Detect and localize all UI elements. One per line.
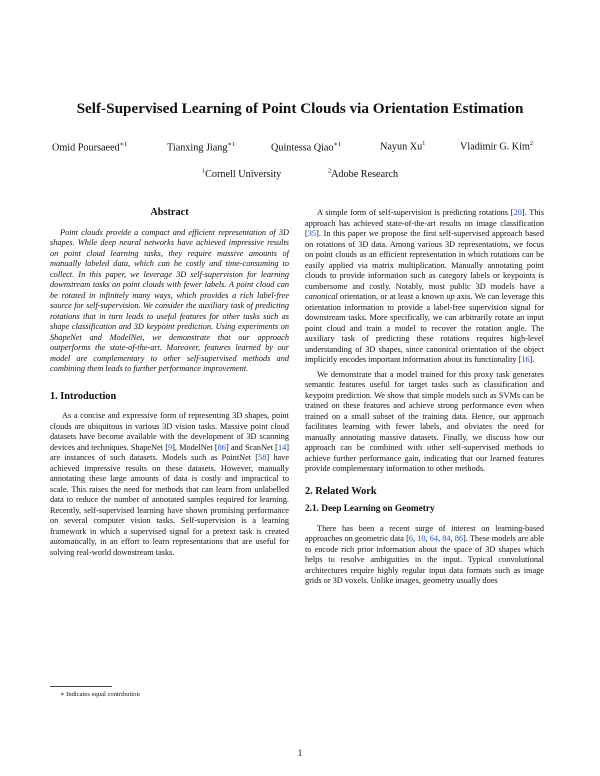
emphasis-text: up [446, 292, 455, 301]
affiliation-adobe [328, 169, 398, 180]
author-list [0, 140, 600, 154]
paper-title: Self-Supervised Learning of Point Clouds via Orientation Estimation [76, 100, 524, 117]
citation-link[interactable]: 14 [277, 442, 287, 452]
author-quintessa-qiao [271, 140, 341, 153]
text-run: ]. This approach has achieved state-of-the-art results on image classification [ [305, 208, 544, 238]
text-run: , [413, 534, 418, 543]
affiliation-mark: 1 [201, 168, 206, 175]
author-tianxing-jiang [167, 140, 235, 153]
citation-link[interactable]: 64 [429, 534, 439, 543]
citation-link[interactable]: 6 [408, 534, 414, 543]
author-nayun-xu [380, 140, 425, 152]
intro-paragraph [50, 411, 289, 558]
affiliation-list [0, 168, 600, 180]
citation-link[interactable]: 86 [454, 534, 464, 543]
author-mark: ∗1 [333, 141, 342, 148]
abstract-text: Point clouds provide a compact and efficient representation of 3D shapes. While deep neural networks have achieved impressive results on point cloud learning tasks, they require massive amounts of manually labeled data, which can be costly and time-consuming to collect. In this paper, we leverage 3D self-supervision for learning downstream tasks on point clouds with fewer labels. A point cloud can be rotated in infinitely many ways, which provides a rich label-free source for self-supervision. We consider the auxiliary task of predicting rotations that in turn leads to useful features for other tasks such as shape classification and 3D keypoint prediction. Using experiments on ShapeNet and ModelNet, we demonstrate that our approach outperforms the state-of-the-art. Moreover, features learned by our model are complementary to other self-supervised methods and combining them leads to further performance improvement. [50, 227, 289, 373]
proxy-task-paragraph: We demonstrate that a model trained for this proxy task generates semantic features useful for target tasks such as classification and keypoint prediction. We show that simple models such as SVMs can be trained on these features and achieve strong performance even when trained on a small subset of the training data. Hence, our approach facilitates learning with fewer labels, and obviates the need for manually annotating massive datasets. Finally, we discuss how our approach can be combined with other self-supervised methods to achieve further performance gain, indicating that our learned features provide complementary information to other methods. [305, 369, 544, 473]
related-work-paragraph [305, 524, 544, 587]
citation-link[interactable]: 58 [258, 453, 267, 462]
affiliation-cornell [202, 169, 281, 180]
text-run: orientation, or at least a known [337, 292, 447, 301]
author-omid-poursaeed [52, 140, 127, 153]
text-run: ]. In this paper we propose the first self-supervised approach based on rotations of 3D data. Among various 3D representations, we focus on point clouds as an efficient representation in which rotations can be easily applied via matrix multiplication. Manually annotating point clouds to provide information such as category labels or keypoints is cumbersome and costly. Notably, most public 3D models have a [305, 229, 544, 291]
footnote-rule [50, 686, 112, 687]
text-run: ] are instances of such datasets. Models such as PointNet [ [50, 442, 290, 462]
citation-link[interactable]: 84 [442, 534, 451, 543]
section-related-work-heading: 2. Related Work [305, 485, 377, 497]
emphasis-text: canonical [305, 292, 338, 301]
author-mark: 2 [529, 140, 534, 147]
author-name: Nayun Xu [380, 141, 423, 153]
author-mark: ∗1 [119, 141, 128, 148]
author-name: Omid Poursaeed [52, 142, 120, 154]
right-column [305, 208, 544, 587]
text-run: ] and ScanNet [ [225, 442, 278, 452]
text-run: , [425, 534, 430, 543]
citation-link[interactable]: 10 [417, 534, 426, 543]
citation-link[interactable]: 86 [217, 442, 226, 452]
text-run: , [438, 534, 443, 543]
rotation-paragraph [305, 208, 544, 366]
text-run: There has been a recent surge of interest on learning-based approaches on geometric data [ [305, 523, 544, 543]
author-mark: 1 [422, 140, 426, 147]
affiliation-mark: 2 [327, 168, 332, 175]
author-name: Vladimir G. Kim [460, 141, 530, 153]
abstract-heading: Abstract [150, 207, 189, 218]
left-column [50, 208, 289, 558]
citation-link[interactable]: 35 [307, 229, 317, 238]
author-mark: ∗1 [227, 141, 236, 148]
subsection-deep-learning-geometry-heading: 2.1. Deep Learning on Geometry [305, 504, 435, 514]
affiliation-name: Cornell University [205, 169, 282, 181]
citation-link[interactable]: 9 [167, 442, 173, 452]
citation-link[interactable]: 20 [513, 208, 522, 217]
section-introduction-heading: 1. Introduction [50, 390, 117, 402]
text-run: ], ModelNet [ [172, 442, 218, 452]
author-vladimir-kim [460, 140, 533, 152]
text-run: ] have achieved impressive results on these datasets. However, manually annotating these large amounts of data is costly and impractical to scale. This raises the need for methods that can learn from unlabelled data to reduce the number of annotated samples required for learning. Recently, self-supervised learning have shown promising performance on several computer vision tasks. Self-supervision is a learning framework in which a supervised signal for a pretext task is created automatically, in an effort to learn representations that are useful for solving real-world downstream tasks. [50, 453, 289, 557]
page-number: 1 [297, 748, 303, 758]
author-name: Quintessa Qiao [271, 142, 334, 154]
author-name: Tianxing Jiang [167, 142, 228, 154]
text-run: ]. These models are able to encode rich prior information about the space of 3D shapes which helps to resolve ambiguities in the input. Typical convolutional architectures require highly regular input data formats such as image grids or 3D voxels. Unlike images, geometry usually does [305, 534, 544, 585]
affiliation-name: Adobe Research [331, 169, 399, 181]
text-run: As a concise and expressive form of representing 3D shapes, point clouds are ubiquitous in various 3D vision tasks. Massive point cloud datasets have become available with the development of 3D scanning devices and techniques. ShapeNet [ [50, 411, 289, 452]
citation-link[interactable]: 16 [521, 355, 530, 364]
text-run: A simple form of self-supervision is predicting rotations [ [317, 208, 514, 217]
text-run: ]. [529, 355, 535, 364]
text-run: axis. We can leverage this orientation information to provide a label-free supervision signal for downstream tasks. More specifically, we can arbitrarily rotate an input point cloud and train a model to recover the rotation angle. The auxiliary task of predicting these rotations requires high-level understanding of 3D shapes, since canonical orientation of the object implicitly encodes important information about its functionality [ [305, 292, 544, 364]
footnote [50, 686, 289, 698]
footnote-text: ∗ Indicates equal contribution [60, 691, 140, 698]
text-run: , [450, 534, 455, 543]
